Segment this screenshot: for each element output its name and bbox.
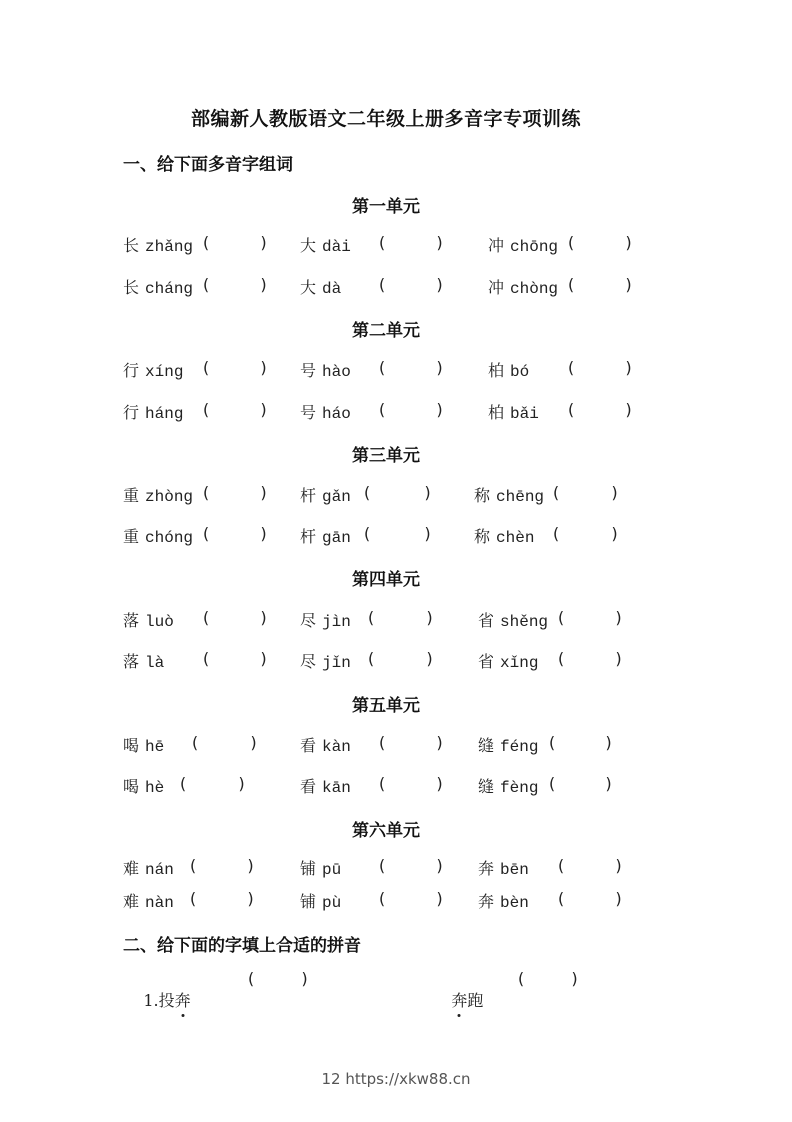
character: 号 [300, 361, 317, 380]
answer-close-paren: ) [246, 889, 256, 908]
answer-close-paren: ) [423, 524, 433, 543]
pinyin: hē [145, 738, 165, 756]
answer-open-paren[interactable]: ( [246, 969, 256, 988]
answer-open-paren[interactable]: ( [188, 889, 198, 908]
pinyin: gān [322, 529, 351, 547]
pinyin: là [145, 654, 165, 672]
dotted-character [451, 991, 467, 1010]
pinyin: kàn [322, 738, 351, 756]
pinyin: chòng [510, 280, 559, 298]
answer-close-paren: ) [610, 483, 620, 502]
answer-open-paren[interactable]: ( [547, 774, 557, 793]
answer-close-paren: ) [259, 400, 269, 419]
polyphone-item [478, 774, 538, 797]
pinyin: fèng [500, 779, 539, 797]
answer-close-paren: ) [435, 400, 445, 419]
character: 喝 [123, 777, 140, 796]
character: 大 [300, 278, 317, 297]
pinyin: xíng [145, 363, 184, 381]
answer-close-paren: ) [614, 649, 624, 668]
pinyin: xǐng [500, 654, 539, 672]
answer-open-paren[interactable]: ( [201, 649, 211, 668]
emphasis-dot-icon [181, 1014, 184, 1017]
unit-heading: 第五单元 [352, 696, 420, 716]
answer-close-paren: ) [259, 358, 269, 377]
answer-open-paren[interactable]: ( [377, 233, 387, 252]
answer-open-paren[interactable]: ( [366, 608, 376, 627]
answer-open-paren[interactable]: ( [362, 524, 372, 543]
pinyin: nán [145, 861, 174, 879]
character: 行 [123, 403, 140, 422]
polyphone-item [474, 524, 534, 547]
polyphone-item [123, 889, 174, 912]
pinyin: nàn [145, 894, 174, 912]
character: 铺 [300, 892, 317, 911]
answer-close-paren: ) [259, 233, 269, 252]
answer-open-paren[interactable]: ( [551, 483, 561, 502]
pinyin: bǎi [510, 405, 539, 423]
pinyin: cháng [145, 280, 194, 298]
answer-close-paren: ) [614, 856, 624, 875]
answer-open-paren[interactable]: ( [547, 733, 557, 752]
answer-close-paren: ) [237, 774, 247, 793]
page-footer: 12 https://xkw88.cn [321, 1070, 471, 1088]
character: 奔 [478, 892, 495, 911]
answer-close-paren: ) [435, 733, 445, 752]
character: 落 [123, 652, 140, 671]
answer-open-paren[interactable]: ( [566, 400, 576, 419]
answer-close-paren: ) [604, 733, 614, 752]
polyphone-item [478, 889, 529, 912]
pinyin: chóng [145, 529, 194, 547]
answer-open-paren[interactable]: ( [377, 856, 387, 875]
answer-open-paren[interactable]: ( [188, 856, 198, 875]
answer-open-paren[interactable]: ( [377, 774, 387, 793]
polyphone-item [300, 358, 351, 381]
answer-open-paren[interactable]: ( [201, 524, 211, 543]
character: 省 [478, 652, 495, 671]
polyphone-item [488, 358, 529, 381]
answer-open-paren[interactable]: ( [201, 483, 211, 502]
character: 柏 [488, 403, 505, 422]
pinyin: chēng [496, 488, 545, 506]
answer-open-paren[interactable]: ( [566, 233, 576, 252]
answer-close-paren: ) [300, 969, 310, 988]
answer-close-paren: ) [435, 774, 445, 793]
pinyin: hè [145, 779, 165, 797]
answer-open-paren[interactable]: ( [377, 733, 387, 752]
answer-open-paren[interactable]: ( [201, 233, 211, 252]
unit-heading: 第六单元 [352, 821, 420, 841]
polyphone-item [300, 774, 351, 797]
fill-pinyin-item [431, 969, 483, 1030]
pinyin: háo [322, 405, 351, 423]
polyphone-item [123, 524, 193, 547]
pinyin: chōng [510, 238, 559, 256]
character: 号 [300, 403, 317, 422]
answer-close-paren: ) [624, 358, 634, 377]
answer-close-paren: ) [435, 233, 445, 252]
answer-open-paren[interactable]: ( [362, 483, 372, 502]
polyphone-item [123, 233, 193, 256]
answer-close-paren: ) [259, 649, 269, 668]
character: 杆 [300, 486, 317, 505]
answer-open-paren[interactable]: ( [201, 275, 211, 294]
character: 缝 [478, 777, 495, 796]
answer-open-paren[interactable]: ( [556, 889, 566, 908]
character: 重 [123, 486, 140, 505]
polyphone-item [123, 774, 164, 797]
polyphone-item [488, 275, 558, 298]
answer-close-paren: ) [614, 889, 624, 908]
polyphone-item [300, 400, 351, 423]
character: 缝 [478, 736, 495, 755]
answer-close-paren: ) [259, 483, 269, 502]
target-character: 奔 [174, 991, 191, 1010]
word-prefix: 投 [158, 991, 175, 1010]
pinyin: pū [322, 861, 342, 879]
answer-open-paren[interactable]: ( [377, 889, 387, 908]
polyphone-item [474, 483, 544, 506]
character: 长 [123, 278, 140, 297]
answer-close-paren: ) [259, 275, 269, 294]
character: 看 [300, 777, 317, 796]
pinyin: kān [322, 779, 351, 797]
answer-close-paren: ) [425, 649, 435, 668]
pinyin: chèn [496, 529, 535, 547]
pinyin: shěng [500, 613, 549, 631]
character: 尽 [300, 611, 317, 630]
answer-open-paren[interactable]: ( [556, 856, 566, 875]
answer-open-paren[interactable]: ( [190, 733, 200, 752]
answer-open-paren[interactable]: ( [516, 969, 526, 988]
character: 称 [474, 527, 491, 546]
unit-heading: 第二单元 [352, 321, 420, 341]
character: 落 [123, 611, 140, 630]
polyphone-item [123, 275, 193, 298]
answer-close-paren: ) [624, 400, 634, 419]
answer-open-paren[interactable]: ( [178, 774, 188, 793]
answer-open-paren[interactable]: ( [551, 524, 561, 543]
answer-close-paren: ) [614, 608, 624, 627]
answer-close-paren: ) [604, 774, 614, 793]
polyphone-item [488, 233, 558, 256]
polyphone-item [123, 856, 174, 879]
polyphone-item [300, 889, 341, 912]
answer-open-paren[interactable]: ( [566, 358, 576, 377]
character: 奔 [478, 859, 495, 878]
polyphone-item [488, 400, 539, 423]
answer-open-paren[interactable]: ( [377, 275, 387, 294]
answer-close-paren: ) [249, 733, 259, 752]
polyphone-item [478, 856, 529, 879]
character: 难 [123, 859, 140, 878]
polyphone-item [478, 608, 548, 631]
answer-close-paren: ) [624, 233, 634, 252]
answer-open-paren[interactable]: ( [201, 358, 211, 377]
pinyin: bó [510, 363, 530, 381]
pinyin: zhǎng [145, 238, 194, 256]
pinyin: dài [322, 238, 351, 256]
answer-open-paren[interactable]: ( [377, 358, 387, 377]
polyphone-item [123, 649, 164, 672]
polyphone-item [478, 733, 538, 756]
answer-open-paren[interactable]: ( [377, 400, 387, 419]
character: 称 [474, 486, 491, 505]
pinyin: gǎn [322, 488, 351, 506]
answer-open-paren[interactable]: ( [556, 649, 566, 668]
character: 行 [123, 361, 140, 380]
pinyin: jìn [322, 613, 351, 631]
polyphone-item [300, 608, 351, 631]
character: 柏 [488, 361, 505, 380]
polyphone-item [123, 358, 183, 381]
polyphone-item [123, 608, 174, 631]
answer-open-paren[interactable]: ( [366, 649, 376, 668]
character: 杆 [300, 527, 317, 546]
pinyin: pù [322, 894, 342, 912]
page-title: 部编新人教版语文二年级上册多音字专项训练 [190, 108, 581, 130]
section-one-heading: 一、给下面多音字组词 [123, 155, 293, 175]
answer-close-paren: ) [423, 483, 433, 502]
answer-close-paren: ) [435, 856, 445, 875]
polyphone-item [300, 856, 341, 879]
answer-close-paren: ) [259, 608, 269, 627]
character: 看 [300, 736, 317, 755]
polyphone-item [300, 483, 351, 506]
answer-close-paren: ) [624, 275, 634, 294]
answer-open-paren[interactable]: ( [566, 275, 576, 294]
pinyin: jǐn [322, 654, 351, 672]
character: 喝 [123, 736, 140, 755]
fill-pinyin-item [123, 969, 191, 1030]
pinyin: zhòng [145, 488, 194, 506]
pinyin: hào [322, 363, 351, 381]
polyphone-item [300, 733, 351, 756]
word-suffix: 跑 [467, 991, 484, 1010]
unit-heading: 第三单元 [352, 446, 420, 466]
polyphone-item [300, 275, 341, 298]
polyphone-item [123, 733, 164, 756]
pinyin: bēn [500, 861, 529, 879]
answer-close-paren: ) [435, 358, 445, 377]
answer-close-paren: ) [435, 889, 445, 908]
dotted-character [175, 991, 191, 1010]
answer-close-paren: ) [435, 275, 445, 294]
item-number: 1. [143, 991, 159, 1010]
target-character: 奔 [451, 991, 468, 1010]
character: 省 [478, 611, 495, 630]
polyphone-item [300, 233, 351, 256]
character: 大 [300, 236, 317, 255]
character: 尽 [300, 652, 317, 671]
pinyin: háng [145, 405, 184, 423]
answer-close-paren: ) [246, 856, 256, 875]
character: 长 [123, 236, 140, 255]
character: 冲 [488, 236, 505, 255]
polyphone-item [300, 649, 351, 672]
answer-close-paren: ) [425, 608, 435, 627]
polyphone-item [478, 649, 538, 672]
character: 重 [123, 527, 140, 546]
answer-close-paren: ) [610, 524, 620, 543]
pinyin: bèn [500, 894, 529, 912]
pinyin: luò [145, 613, 174, 631]
character: 难 [123, 892, 140, 911]
answer-open-paren[interactable]: ( [201, 608, 211, 627]
unit-heading: 第一单元 [352, 197, 420, 217]
character: 铺 [300, 859, 317, 878]
section-two-heading: 二、给下面的字填上合适的拼音 [123, 936, 361, 956]
polyphone-item [123, 400, 183, 423]
character: 冲 [488, 278, 505, 297]
pinyin: dà [322, 280, 342, 298]
unit-heading: 第四单元 [352, 570, 420, 590]
answer-open-paren[interactable]: ( [556, 608, 566, 627]
polyphone-item [300, 524, 351, 547]
answer-open-paren[interactable]: ( [201, 400, 211, 419]
pinyin: féng [500, 738, 539, 756]
polyphone-item [123, 483, 193, 506]
emphasis-dot-icon [458, 1014, 461, 1017]
answer-close-paren: ) [259, 524, 269, 543]
answer-close-paren: ) [570, 969, 580, 988]
